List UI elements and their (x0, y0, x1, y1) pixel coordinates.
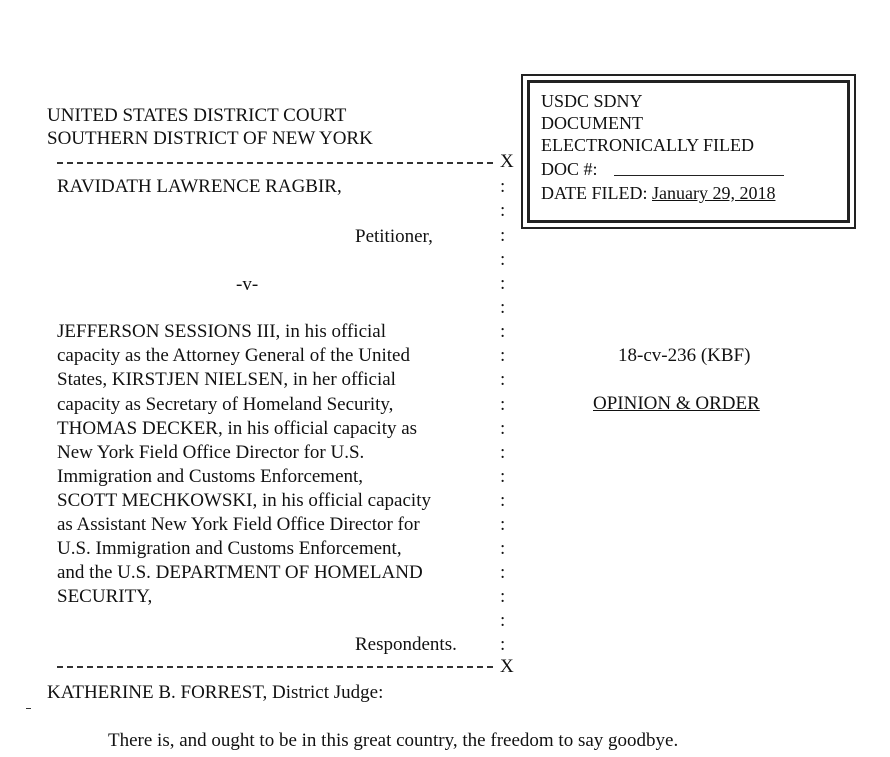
petitioner-name: RAVIDATH LAWRENCE RAGBIR, (57, 176, 342, 197)
versus: -v- (236, 274, 259, 295)
caption-colon: : (500, 249, 506, 270)
caption-colon: : (500, 200, 506, 221)
respondents-line: THOMAS DECKER, in his official capacity as (57, 418, 418, 439)
case-number: 18-cv-236 (KBF) (618, 345, 751, 366)
judge-line: KATHERINE B. FORREST, District Judge: (47, 682, 384, 703)
respondents-line: as Assistant New York Field Office Director for (57, 514, 420, 535)
body-paragraph: There is, and ought to be in this great country, the freedom to say goodbye. (108, 730, 679, 751)
document-title: OPINION & ORDER (593, 393, 760, 414)
stamp-electronically-filed: ELECTRONICALLY FILED (541, 135, 755, 155)
stamp-court: USDC SDNY (541, 91, 643, 111)
court-district: SOUTHERN DISTRICT OF NEW YORK (47, 128, 373, 149)
stamp-date-label: DATE FILED: (541, 183, 648, 203)
caption-colon: : (500, 514, 506, 535)
stamp-date-value: January 29, 2018 (652, 183, 776, 203)
caption-colon: : (500, 418, 506, 439)
caption-colon: : (500, 634, 506, 655)
petitioner-role: Petitioner, (355, 226, 433, 247)
stamp-doc-number-blank (614, 175, 784, 176)
caption-colon: : (500, 466, 506, 487)
caption-bottom-x: X (500, 656, 514, 677)
caption-colon: : (500, 176, 506, 197)
caption-colon: : (500, 225, 506, 246)
caption-colon: : (500, 297, 506, 318)
caption-colon: : (500, 394, 506, 415)
caption-top-rule (57, 162, 493, 164)
caption-colon: : (500, 369, 506, 390)
caption-colon: : (500, 490, 506, 511)
caption-colon: : (500, 538, 506, 559)
stamp-date-filed (541, 183, 775, 203)
caption-bottom-rule (57, 666, 493, 668)
caption-colon: : (500, 610, 506, 631)
respondents-line: capacity as the Attorney General of the United (57, 345, 410, 366)
respondents-line: New York Field Office Director for U.S. (57, 442, 365, 463)
respondents-line: and the U.S. DEPARTMENT OF HOMELAND (57, 562, 423, 583)
caption-colon: : (500, 562, 506, 583)
caption-colon: : (500, 442, 506, 463)
caption-colon: : (500, 321, 506, 342)
respondents-line: Immigration and Customs Enforcement, (57, 466, 364, 487)
caption-colon: : (500, 586, 506, 607)
respondents-line: SCOTT MECHKOWSKI, in his official capacity (57, 490, 431, 511)
margin-mark (26, 708, 31, 709)
respondents-role: Respondents. (355, 634, 457, 655)
respondents-line: SECURITY, (57, 586, 153, 607)
respondents-line: capacity as Secretary of Homeland Security, (57, 394, 394, 415)
stamp-document: DOCUMENT (541, 113, 643, 133)
stamp-doc-number-label: DOC #: (541, 159, 598, 179)
caption-colon: : (500, 345, 506, 366)
respondents-line: JEFFERSON SESSIONS III, in his official (57, 321, 387, 342)
respondents-line: States, KIRSTJEN NIELSEN, in her official (57, 369, 396, 390)
caption-colon: : (500, 273, 506, 294)
caption-top-x: X (500, 151, 514, 172)
respondents-line: U.S. Immigration and Customs Enforcement, (57, 538, 402, 559)
court-name: UNITED STATES DISTRICT COURT (47, 105, 347, 126)
